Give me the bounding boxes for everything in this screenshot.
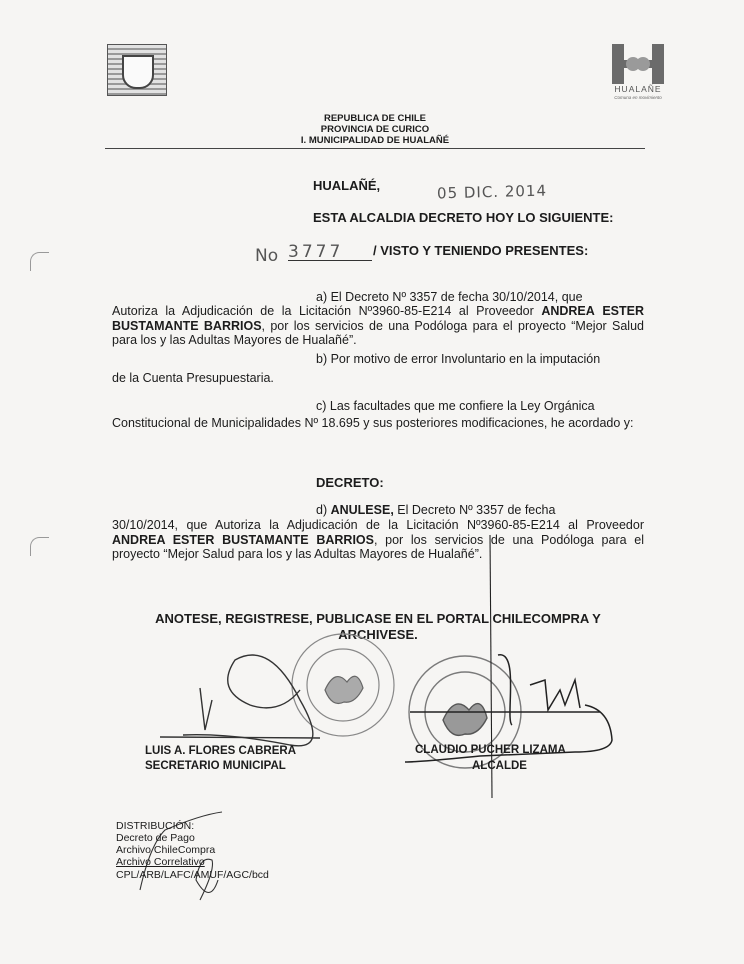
date-stamp: 05 DIC. 2014 <box>436 181 548 203</box>
header-line-municipalidad: I. MUNICIPALIDAD DE HUALAÑÉ <box>300 135 450 146</box>
archivese-line: ARCHIVESE. <box>338 627 418 642</box>
provider-name-1: ANDREA <box>541 304 595 318</box>
decreto-d-text: 30/10/2014, que Autoriza la Adjudicación de la Licitación Nº3960-85-E214 al Proveedor <box>112 518 644 532</box>
punch-hole-mark <box>30 252 49 271</box>
left-signature-icon <box>160 655 320 746</box>
distribution-item: Archivo Correlativo <box>116 856 205 868</box>
considerando-b-first: b) Por motivo de error Involuntario en la imputación <box>316 352 601 366</box>
mayor-name: CLAUDIO PUCHER LIZAMA <box>415 744 566 756</box>
distribution-item: Archivo ChileCompra <box>116 844 216 856</box>
decree-number: 3777 <box>288 244 372 261</box>
decreto-provider-name: ANDREA ESTER BUSTAMANTE BARRIOS <box>112 532 374 547</box>
considerando-b-body: de la Cuenta Presupuestaria. <box>112 371 274 385</box>
decreto-d-first-rest: El Decreto Nº 3357 de fecha <box>393 503 556 517</box>
considerando-a-text: Autoriza la Adjudicación de la Licitación Nº3960-85-E214 al Proveedor <box>112 304 542 318</box>
secretary-title-text: SECRETARIO MUNICIPAL <box>145 760 286 772</box>
number-prefix: No <box>255 246 279 266</box>
header-line-provincia: PROVINCIA DE CURICO <box>320 124 430 135</box>
visto-label: / VISTO Y TENIENDO PRESENTES: <box>373 243 589 258</box>
anulese: ANULESE, <box>330 503 394 517</box>
logo-name: HUALAÑE <box>614 84 662 94</box>
header-line-republica: REPUBLICA DE CHILE <box>323 113 427 124</box>
decreto-d-label: d) <box>316 503 331 517</box>
distribution-item: Decreto de Pago <box>116 832 195 844</box>
distribution-item: CPL/ARB/LAFC/AMUF/AGC/bcd <box>116 869 269 881</box>
secretary-name: LUIS A. FLORES CABRERA <box>145 745 296 757</box>
secretaria-stamp-icon <box>292 634 394 736</box>
mayor-title: ALCALDE <box>472 760 527 772</box>
considerando-a-text-end: , por los servicios de una Podóloga para el proyecto “Mejor Salud para los y las Adultas Mayores de Hualañé”. <box>112 318 644 347</box>
considerando-c-first: c) Las facultades que me confiere la Ley Orgánica <box>316 399 595 413</box>
anotese-line: ANOTESE, REGISTRESE, PUBLICASE EN EL PORTAL CHILECOMPRA Y <box>155 611 601 626</box>
decreto-title: DECRETO: <box>316 475 384 490</box>
considerando-c-body: Constitucional de Municipalidades Nº 18.695 y sus posteriores modificaciones, he acordado y: <box>112 416 634 430</box>
distribution-title: DISTRIBUCIÓN: <box>116 820 195 832</box>
alcaldia-line: ESTA ALCALDIA DECRETO HOY LO SIGUIENTE: <box>313 210 614 225</box>
provider-name-2: ESTER BUSTAMANTE BARRIOS <box>112 304 644 333</box>
place: HUALAÑÉ, <box>313 178 381 193</box>
decreto-d-text-end: , por los servicios de una Podóloga para el proyecto “Mejor Salud para los y las Adultas Mayores de Hualañé”. <box>112 532 645 561</box>
punch-hole-mark <box>30 537 49 556</box>
considerando-a-first: a) El Decreto Nº 3357 de fecha 30/10/2014, que <box>316 290 583 304</box>
logo-tagline: Comuna en movimiento <box>614 95 662 100</box>
